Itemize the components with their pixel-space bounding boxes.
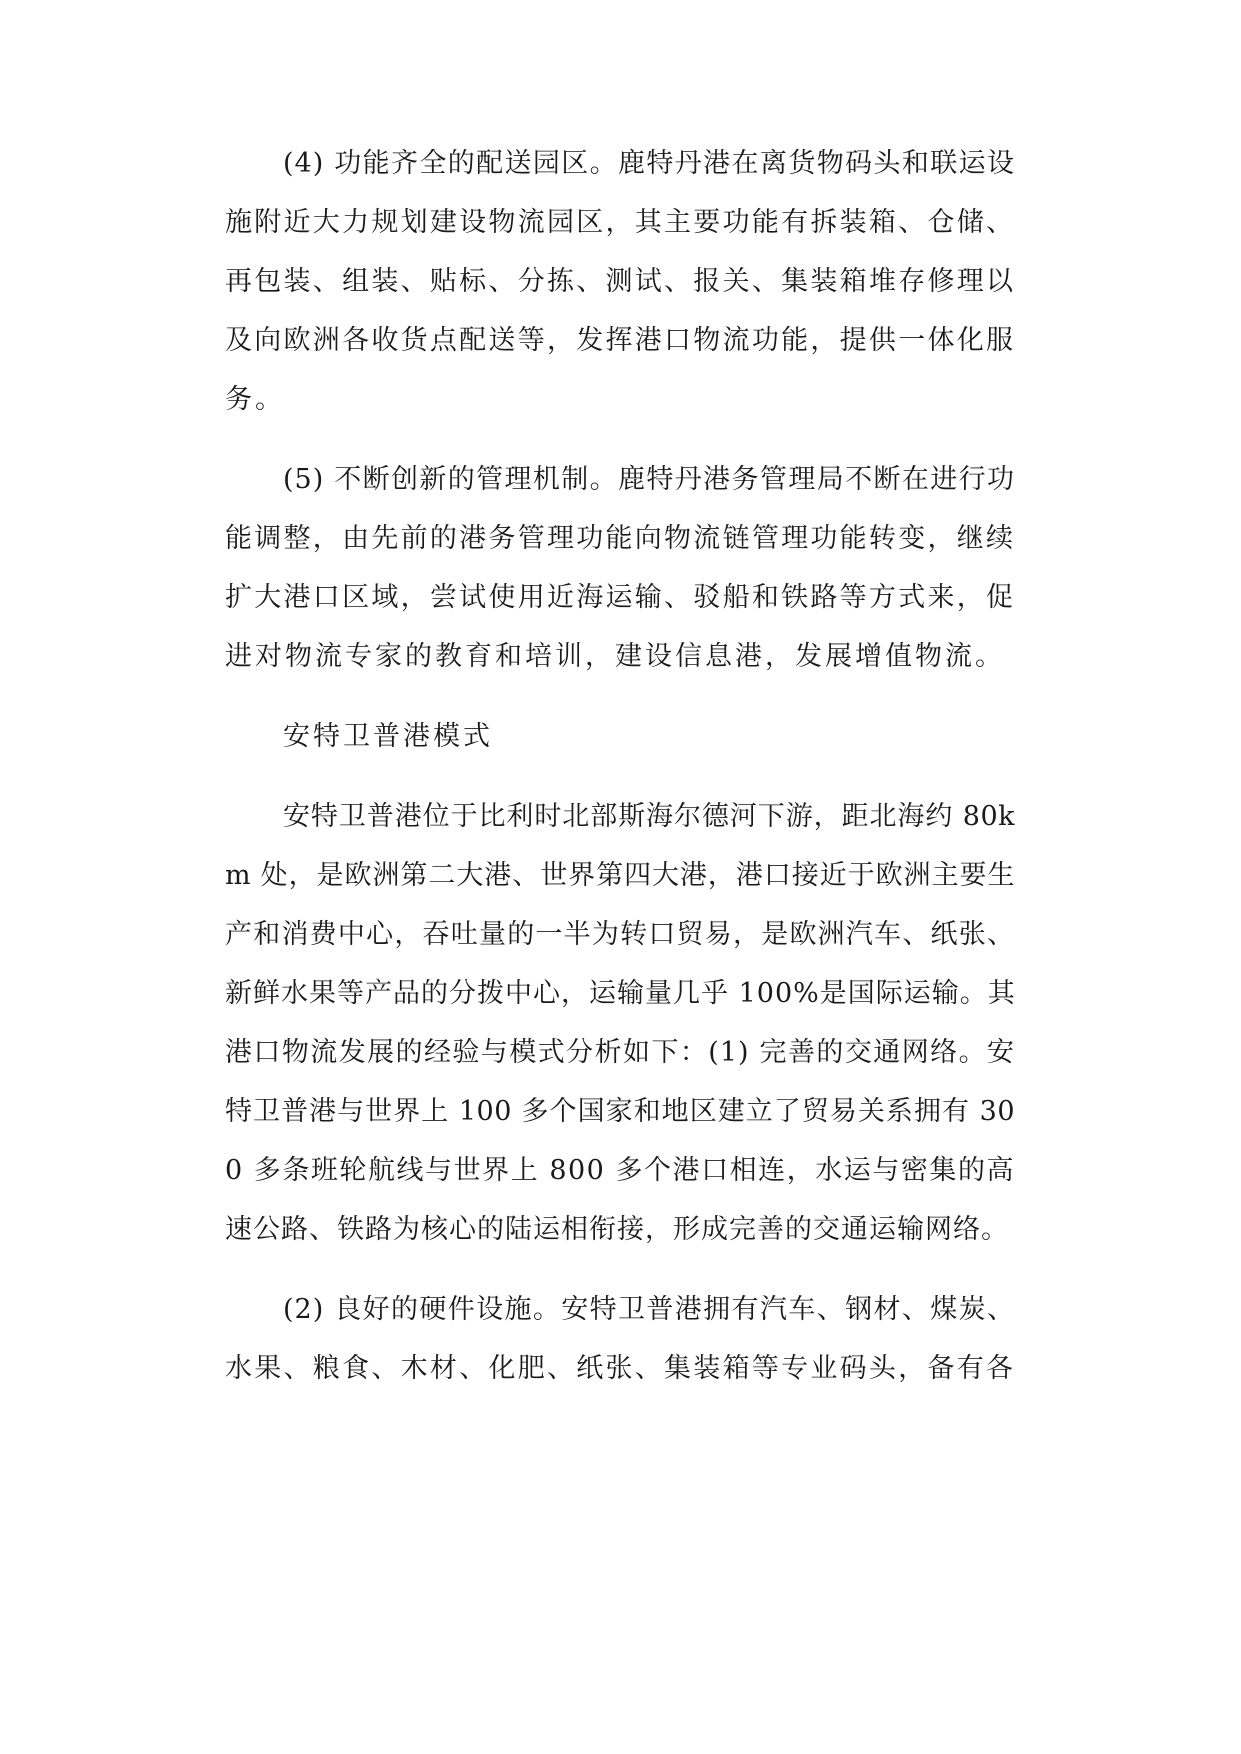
text-line: 安特卫普港位于比利时北部斯海尔德河下游，距北海约 80k xyxy=(283,801,1015,832)
text-line: (4) 功能齐全的配送园区。鹿特丹港在离货物码头和联运设 xyxy=(283,148,1015,179)
text-line: 0 多条班轮航线与世界上 800 多个港口相连，水运与密集的高 xyxy=(225,1155,1015,1186)
text-line: 扩大港口区域，尝试使用近海运输、驳船和铁路等方式来，促 xyxy=(225,582,1015,613)
text-line: 进对物流专家的教育和培训，建设信息港，发展增值物流。 xyxy=(225,641,1005,672)
text-line: 速公路、铁路为核心的陆运相衔接，形成完善的交通运输网络。 xyxy=(225,1214,1009,1245)
text-line: 水果、粮食、木材、化肥、纸张、集装箱等专业码头，备有各 xyxy=(225,1353,1015,1384)
text-line: 施附近大力规划建设物流园区，其主要功能有拆装箱、仓储、 xyxy=(225,207,1015,238)
text-line: 能调整，由先前的港务管理功能向物流链管理功能转变，继续 xyxy=(225,523,1015,554)
text-line: 特卫普港与世界上 100 多个国家和地区建立了贸易关系拥有 30 xyxy=(225,1096,1015,1127)
text-line: 再包装、组装、贴标、分拣、测试、报关、集装箱堆存修理以 xyxy=(225,266,1015,297)
text-line: m 处，是欧洲第二大港、世界第四大港，港口接近于欧洲主要生 xyxy=(225,860,1015,891)
section-heading: 安特卫普港模式 xyxy=(283,721,493,752)
text-line: 港口物流发展的经验与模式分析如下：(1) 完善的交通网络。安 xyxy=(225,1037,1015,1068)
text-line: 及向欧洲各收货点配送等，发挥港口物流功能，提供一体化服 xyxy=(225,325,1015,356)
text-line: (5) 不断创新的管理机制。鹿特丹港务管理局不断在进行功 xyxy=(283,464,1015,495)
text-line: 产和消费中心，吞吐量的一半为转口贸易，是欧洲汽车、纸张、 xyxy=(225,919,1015,950)
text-line: (2) 良好的硬件设施。安特卫普港拥有汽车、钢材、煤炭、 xyxy=(283,1294,1015,1325)
text-line: 务。 xyxy=(225,384,285,415)
text-line: 新鲜水果等产品的分拨中心，运输量几乎 100%是国际运输。其 xyxy=(225,978,1016,1009)
